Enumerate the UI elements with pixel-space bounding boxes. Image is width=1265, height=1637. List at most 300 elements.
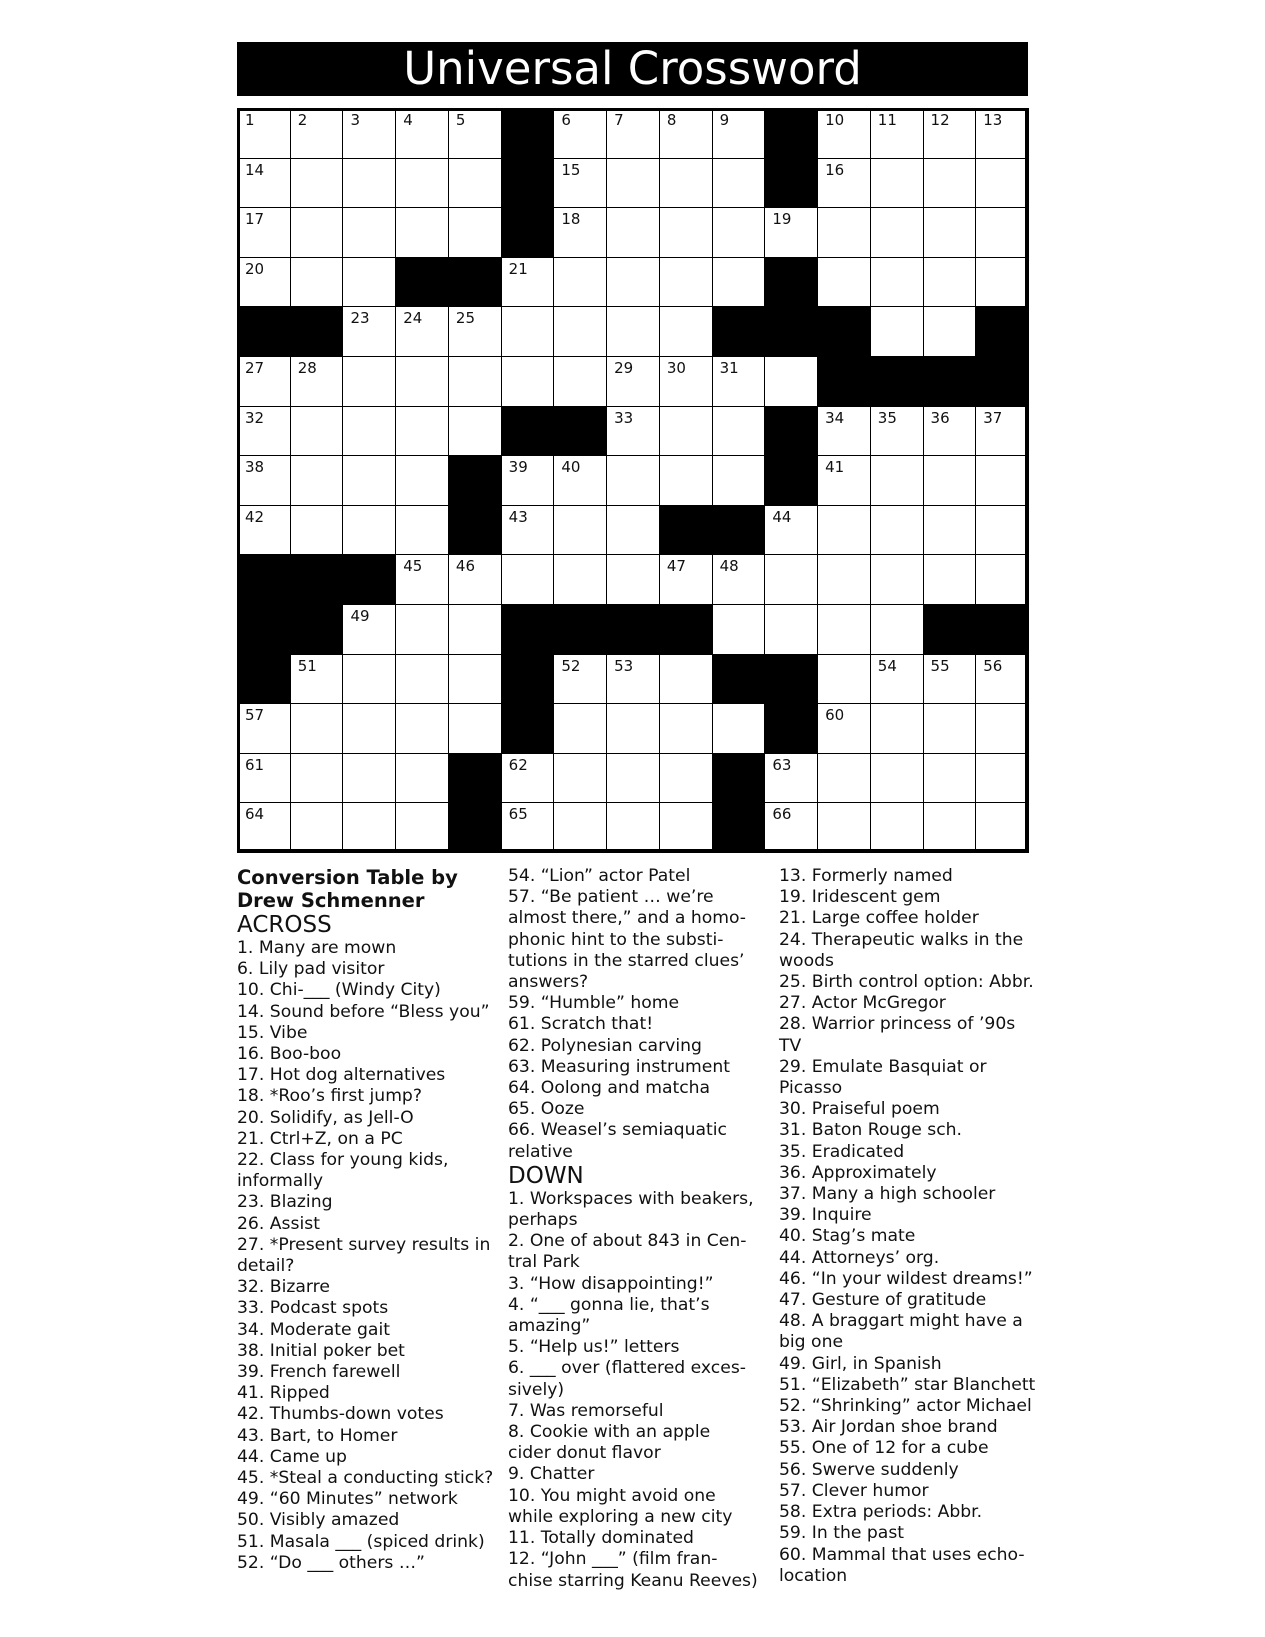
cell-number: 52 bbox=[561, 656, 581, 675]
cell-number: 24 bbox=[403, 309, 423, 328]
cell-number: 9 bbox=[719, 111, 730, 129]
clue-column-1 bbox=[237, 866, 499, 1574]
grid-cell[interactable] bbox=[975, 654, 1029, 705]
clue-line: 64. Oolong and matcha bbox=[508, 1078, 711, 1099]
grid-cell[interactable] bbox=[237, 505, 291, 556]
grid-cell[interactable] bbox=[237, 455, 291, 506]
cell-number: 49 bbox=[350, 607, 370, 625]
down-clue-list bbox=[779, 866, 1041, 1587]
clue-line: 4. “___ gonna lie, that’s bbox=[508, 1294, 710, 1315]
clue-line: 19. Iridescent gem bbox=[779, 887, 941, 908]
grid-cell[interactable] bbox=[764, 753, 818, 804]
clue-line: 57. Clever humor bbox=[779, 1480, 929, 1501]
grid-cell[interactable] bbox=[817, 554, 871, 605]
grid-cell[interactable] bbox=[290, 455, 344, 506]
grid-cell[interactable] bbox=[448, 158, 502, 209]
cell-number: 3 bbox=[350, 111, 360, 129]
grid-cell[interactable] bbox=[659, 703, 713, 754]
grid-cell[interactable] bbox=[395, 703, 449, 754]
grid-cell[interactable] bbox=[342, 306, 396, 357]
grid-cell[interactable] bbox=[501, 455, 555, 506]
grid-block bbox=[712, 306, 766, 357]
clue-line: 11. Totally dominated bbox=[508, 1528, 694, 1549]
grid-cell[interactable] bbox=[395, 604, 449, 655]
grid-cell[interactable] bbox=[342, 356, 396, 407]
grid-cell[interactable] bbox=[290, 207, 344, 258]
clue-line: 21. Ctrl+Z, on a PC bbox=[237, 1128, 403, 1149]
grid-cell[interactable] bbox=[290, 654, 344, 705]
grid-cell[interactable] bbox=[764, 207, 818, 258]
grid-block bbox=[342, 554, 396, 605]
grid-cell[interactable] bbox=[342, 505, 396, 556]
grid-cell[interactable] bbox=[712, 406, 766, 457]
clue-line: 6. Lily pad visitor bbox=[237, 959, 385, 980]
grid-cell[interactable] bbox=[659, 158, 713, 209]
grid-cell[interactable] bbox=[606, 554, 660, 605]
grid-block bbox=[501, 654, 555, 705]
grid-cell[interactable] bbox=[764, 554, 818, 605]
grid-cell[interactable] bbox=[237, 406, 291, 457]
cell-number: 37 bbox=[983, 408, 1003, 427]
clue-line: location bbox=[779, 1565, 848, 1586]
grid-cell[interactable] bbox=[395, 505, 449, 556]
clue-line: while exploring a new city bbox=[508, 1506, 733, 1527]
grid-cell[interactable] bbox=[553, 753, 607, 804]
grid-cell[interactable] bbox=[395, 406, 449, 457]
clue-line: 50. Visibly amazed bbox=[237, 1510, 400, 1531]
grid-cell[interactable] bbox=[923, 753, 977, 804]
grid-cell[interactable] bbox=[448, 207, 502, 258]
clue-line: 51. Masala ___ (spiced drink) bbox=[237, 1531, 485, 1552]
clue-line: 65. Ooze bbox=[508, 1099, 585, 1120]
grid-cell[interactable] bbox=[923, 158, 977, 209]
grid-cell[interactable] bbox=[606, 406, 660, 457]
clue-line: 10. Chi-___ (Windy City) bbox=[237, 980, 441, 1001]
clue-line: 2. One of about 843 in Cen- bbox=[508, 1231, 747, 1252]
cell-number: 56 bbox=[983, 656, 1003, 675]
grid-cell[interactable] bbox=[342, 753, 396, 804]
grid-cell[interactable] bbox=[501, 257, 555, 308]
grid-cell[interactable] bbox=[712, 455, 766, 506]
grid-cell[interactable] bbox=[764, 802, 818, 853]
grid-cell[interactable] bbox=[501, 356, 555, 407]
clue-line: 6. ___ over (flattered exces- bbox=[508, 1358, 746, 1379]
grid-cell[interactable] bbox=[870, 802, 924, 853]
grid-cell[interactable] bbox=[975, 108, 1029, 159]
grid-cell[interactable] bbox=[975, 554, 1029, 605]
cell-number: 35 bbox=[877, 408, 897, 427]
grid-cell[interactable] bbox=[975, 505, 1029, 556]
grid-cell[interactable] bbox=[870, 654, 924, 705]
grid-block bbox=[817, 356, 871, 407]
grid-cell[interactable] bbox=[975, 406, 1029, 457]
grid-block bbox=[975, 356, 1029, 407]
grid-cell[interactable] bbox=[237, 802, 291, 853]
cell-number: 21 bbox=[508, 259, 528, 278]
grid-cell[interactable] bbox=[290, 257, 344, 308]
grid-block bbox=[764, 455, 818, 506]
grid-cell[interactable] bbox=[395, 207, 449, 258]
grid-cell[interactable] bbox=[237, 257, 291, 308]
cell-number: 61 bbox=[245, 755, 265, 774]
grid-cell[interactable] bbox=[606, 356, 660, 407]
cell-number: 10 bbox=[825, 111, 845, 129]
grid-cell[interactable] bbox=[342, 802, 396, 853]
clue-line: 15. Vibe bbox=[237, 1022, 308, 1043]
grid-cell[interactable] bbox=[975, 703, 1029, 754]
clue-line: 39. Inquire bbox=[779, 1205, 872, 1226]
grid-cell[interactable] bbox=[395, 753, 449, 804]
crossword-grid[interactable] bbox=[237, 108, 1028, 852]
grid-cell[interactable] bbox=[923, 455, 977, 506]
grid-cell[interactable] bbox=[606, 654, 660, 705]
grid-cell[interactable] bbox=[712, 554, 766, 605]
grid-cell[interactable] bbox=[712, 604, 766, 655]
clue-line: 10. You might avoid one bbox=[508, 1485, 716, 1506]
grid-block bbox=[395, 257, 449, 308]
grid-cell[interactable] bbox=[975, 802, 1029, 853]
grid-cell[interactable] bbox=[659, 654, 713, 705]
clue-line: 49. “60 Minutes” network bbox=[237, 1489, 458, 1510]
grid-cell[interactable] bbox=[923, 207, 977, 258]
grid-cell[interactable] bbox=[290, 406, 344, 457]
clue-line: amazing” bbox=[508, 1316, 591, 1337]
grid-cell[interactable] bbox=[395, 356, 449, 407]
grid-cell[interactable] bbox=[606, 306, 660, 357]
grid-cell[interactable] bbox=[395, 654, 449, 705]
grid-cell[interactable] bbox=[923, 802, 977, 853]
grid-cell[interactable] bbox=[870, 505, 924, 556]
grid-block bbox=[448, 455, 502, 506]
clue-line: 7. Was remorseful bbox=[508, 1400, 664, 1421]
cell-number: 46 bbox=[455, 557, 476, 576]
grid-block bbox=[237, 654, 291, 705]
clue-line: TV bbox=[779, 1035, 802, 1056]
grid-cell[interactable] bbox=[553, 207, 607, 258]
grid-cell[interactable] bbox=[606, 455, 660, 506]
grid-cell[interactable] bbox=[870, 158, 924, 209]
grid-cell[interactable] bbox=[448, 306, 502, 357]
grid-cell[interactable] bbox=[342, 158, 396, 209]
grid-cell[interactable] bbox=[290, 108, 344, 159]
clue-line: cider donut flavor bbox=[508, 1443, 661, 1464]
grid-cell[interactable] bbox=[923, 257, 977, 308]
cell-number: 11 bbox=[877, 111, 897, 129]
grid-cell[interactable] bbox=[659, 207, 713, 258]
grid-cell[interactable] bbox=[975, 257, 1029, 308]
clue-line: Picasso bbox=[779, 1078, 843, 1099]
cell-number: 39 bbox=[508, 458, 528, 477]
clue-line: big one bbox=[779, 1332, 844, 1353]
cell-number: 48 bbox=[719, 557, 739, 576]
grid-block bbox=[448, 753, 502, 804]
grid-cell[interactable] bbox=[870, 753, 924, 804]
grid-cell[interactable] bbox=[501, 505, 555, 556]
grid-cell[interactable] bbox=[870, 554, 924, 605]
grid-cell[interactable] bbox=[448, 654, 502, 705]
cell-number: 19 bbox=[772, 210, 792, 229]
grid-cell[interactable] bbox=[237, 158, 291, 209]
grid-cell[interactable] bbox=[237, 108, 291, 159]
grid-cell[interactable] bbox=[817, 406, 871, 457]
grid-cell[interactable] bbox=[448, 554, 502, 605]
grid-block bbox=[764, 158, 818, 209]
clue-line: 46. “In your wildest dreams!” bbox=[779, 1268, 1033, 1289]
grid-cell[interactable] bbox=[659, 108, 713, 159]
grid-cell[interactable] bbox=[606, 505, 660, 556]
clue-line: 53. Air Jordan shoe brand bbox=[779, 1417, 998, 1438]
grid-cell[interactable] bbox=[817, 108, 871, 159]
grid-cell[interactable] bbox=[237, 703, 291, 754]
grid-block bbox=[553, 406, 607, 457]
clue-line: 12. “John ___” (film fran- bbox=[508, 1549, 718, 1570]
grid-block bbox=[764, 703, 818, 754]
grid-cell[interactable] bbox=[817, 158, 871, 209]
grid-cell[interactable] bbox=[923, 703, 977, 754]
grid-block bbox=[764, 654, 818, 705]
grid-cell[interactable] bbox=[448, 356, 502, 407]
grid-cell[interactable] bbox=[817, 703, 871, 754]
clue-line: 42. Thumbs-down votes bbox=[237, 1404, 444, 1425]
grid-cell[interactable] bbox=[659, 306, 713, 357]
grid-cell[interactable] bbox=[501, 802, 555, 853]
grid-cell[interactable] bbox=[712, 257, 766, 308]
grid-cell[interactable] bbox=[870, 207, 924, 258]
grid-cell[interactable] bbox=[342, 654, 396, 705]
grid-block bbox=[659, 505, 713, 556]
grid-cell[interactable] bbox=[448, 406, 502, 457]
grid-cell[interactable] bbox=[975, 158, 1029, 209]
grid-cell[interactable] bbox=[817, 604, 871, 655]
grid-cell[interactable] bbox=[817, 753, 871, 804]
grid-cell[interactable] bbox=[553, 306, 607, 357]
grid-cell[interactable] bbox=[342, 406, 396, 457]
grid-cell[interactable] bbox=[975, 207, 1029, 258]
grid-cell[interactable] bbox=[764, 356, 818, 407]
grid-cell[interactable] bbox=[553, 505, 607, 556]
grid-cell[interactable] bbox=[553, 654, 607, 705]
grid-block bbox=[501, 604, 555, 655]
cell-number: 30 bbox=[666, 359, 686, 377]
clue-line: 27. Actor McGregor bbox=[779, 993, 946, 1014]
grid-cell[interactable] bbox=[395, 108, 449, 159]
grid-cell[interactable] bbox=[975, 455, 1029, 506]
cell-number: 40 bbox=[561, 458, 581, 477]
grid-cell[interactable] bbox=[923, 654, 977, 705]
cell-number: 20 bbox=[245, 259, 265, 278]
clue-line: 44. Attorneys’ org. bbox=[779, 1247, 940, 1268]
grid-cell[interactable] bbox=[553, 703, 607, 754]
clue-line: 56. Swerve suddenly bbox=[779, 1459, 959, 1480]
cell-number: 57 bbox=[245, 706, 265, 725]
grid-cell[interactable] bbox=[870, 604, 924, 655]
cell-number: 14 bbox=[245, 160, 265, 179]
grid-cell[interactable] bbox=[237, 207, 291, 258]
grid-block bbox=[606, 604, 660, 655]
clue-line: 55. One of 12 for a cube bbox=[779, 1438, 989, 1459]
grid-cell[interactable] bbox=[395, 554, 449, 605]
grid-cell[interactable] bbox=[923, 554, 977, 605]
cell-number: 42 bbox=[245, 507, 265, 526]
cell-number: 43 bbox=[508, 507, 528, 526]
grid-cell[interactable] bbox=[290, 356, 344, 407]
grid-cell[interactable] bbox=[606, 703, 660, 754]
grid-cell[interactable] bbox=[606, 753, 660, 804]
grid-cell[interactable] bbox=[448, 703, 502, 754]
grid-cell[interactable] bbox=[923, 406, 977, 457]
clue-line: 47. Gesture of gratitude bbox=[779, 1290, 987, 1311]
grid-cell[interactable] bbox=[659, 554, 713, 605]
grid-cell[interactable] bbox=[712, 356, 766, 407]
grid-block bbox=[237, 554, 291, 605]
clue-line: 52. “Shrinking” actor Michael bbox=[779, 1396, 1032, 1417]
clue-line: chise starring Keanu Reeves) bbox=[508, 1570, 758, 1591]
cell-number: 47 bbox=[666, 557, 686, 576]
grid-cell[interactable] bbox=[342, 257, 396, 308]
grid-cell[interactable] bbox=[553, 455, 607, 506]
grid-cell[interactable] bbox=[237, 753, 291, 804]
grid-cell[interactable] bbox=[659, 257, 713, 308]
grid-block bbox=[975, 306, 1029, 357]
clue-line: 38. Initial poker bet bbox=[237, 1340, 405, 1361]
grid-cell[interactable] bbox=[870, 108, 924, 159]
grid-cell[interactable] bbox=[712, 158, 766, 209]
clue-line: 59. In the past bbox=[779, 1523, 905, 1544]
grid-cell[interactable] bbox=[712, 108, 766, 159]
cell-number: 41 bbox=[825, 458, 845, 477]
grid-cell[interactable] bbox=[659, 455, 713, 506]
grid-block bbox=[501, 207, 555, 258]
cell-number: 29 bbox=[614, 359, 634, 377]
grid-cell[interactable] bbox=[712, 703, 766, 754]
grid-cell[interactable] bbox=[659, 406, 713, 457]
grid-cell[interactable] bbox=[817, 207, 871, 258]
grid-cell[interactable] bbox=[975, 753, 1029, 804]
grid-cell[interactable] bbox=[659, 753, 713, 804]
clue-line: 27. *Present survey results in bbox=[237, 1234, 491, 1255]
cell-number: 8 bbox=[666, 111, 677, 129]
grid-cell[interactable] bbox=[870, 406, 924, 457]
grid-block bbox=[712, 505, 766, 556]
grid-cell[interactable] bbox=[290, 158, 344, 209]
clue-line: relative bbox=[508, 1141, 573, 1162]
grid-block bbox=[501, 158, 555, 209]
clue-line: 21. Large coffee holder bbox=[779, 908, 979, 929]
cell-number: 17 bbox=[245, 210, 265, 229]
grid-cell[interactable] bbox=[606, 108, 660, 159]
grid-cell[interactable] bbox=[923, 108, 977, 159]
grid-cell[interactable] bbox=[606, 802, 660, 853]
grid-cell[interactable] bbox=[342, 108, 396, 159]
grid-block bbox=[764, 406, 818, 457]
grid-cell[interactable] bbox=[237, 356, 291, 407]
grid-cell[interactable] bbox=[870, 257, 924, 308]
grid-cell[interactable] bbox=[817, 654, 871, 705]
grid-cell[interactable] bbox=[553, 108, 607, 159]
clue-line: 22. Class for young kids, bbox=[237, 1150, 449, 1171]
grid-cell[interactable] bbox=[553, 158, 607, 209]
clue-line: 23. Blazing bbox=[237, 1192, 333, 1213]
grid-block bbox=[448, 505, 502, 556]
grid-cell[interactable] bbox=[553, 257, 607, 308]
clue-line: 39. French farewell bbox=[237, 1362, 401, 1383]
grid-cell[interactable] bbox=[395, 306, 449, 357]
clue-line: perhaps bbox=[508, 1210, 578, 1231]
grid-cell[interactable] bbox=[395, 158, 449, 209]
grid-cell[interactable] bbox=[342, 703, 396, 754]
grid-cell[interactable] bbox=[448, 108, 502, 159]
grid-cell[interactable] bbox=[764, 505, 818, 556]
grid-cell[interactable] bbox=[606, 158, 660, 209]
clue-line: 3. “How disappointing!” bbox=[508, 1273, 714, 1294]
cell-number: 45 bbox=[403, 557, 423, 576]
grid-block bbox=[923, 356, 977, 407]
grid-cell[interactable] bbox=[606, 257, 660, 308]
grid-cell[interactable] bbox=[342, 207, 396, 258]
cell-number: 34 bbox=[825, 408, 845, 427]
grid-block bbox=[712, 753, 766, 804]
grid-cell[interactable] bbox=[501, 306, 555, 357]
grid-cell[interactable] bbox=[712, 207, 766, 258]
grid-block bbox=[712, 654, 766, 705]
grid-cell[interactable] bbox=[342, 604, 396, 655]
grid-block bbox=[448, 257, 502, 308]
grid-cell[interactable] bbox=[290, 753, 344, 804]
grid-cell[interactable] bbox=[290, 802, 344, 853]
grid-cell[interactable] bbox=[923, 306, 977, 357]
grid-cell[interactable] bbox=[870, 703, 924, 754]
grid-cell[interactable] bbox=[448, 604, 502, 655]
grid-cell[interactable] bbox=[817, 257, 871, 308]
clue-line: 66. Weasel’s semiaquatic bbox=[508, 1120, 727, 1141]
clue-line: informally bbox=[237, 1171, 323, 1192]
grid-cell[interactable] bbox=[659, 802, 713, 853]
cell-number: 27 bbox=[245, 359, 265, 377]
grid-cell[interactable] bbox=[870, 306, 924, 357]
grid-cell[interactable] bbox=[395, 802, 449, 853]
grid-cell[interactable] bbox=[501, 554, 555, 605]
down-heading: DOWN bbox=[508, 1162, 584, 1189]
grid-cell[interactable] bbox=[659, 356, 713, 407]
grid-cell[interactable] bbox=[290, 505, 344, 556]
clue-line: 32. Bizarre bbox=[237, 1277, 330, 1298]
grid-cell[interactable] bbox=[342, 455, 396, 506]
cell-number: 7 bbox=[614, 111, 624, 129]
clue-line: 62. Polynesian carving bbox=[508, 1035, 702, 1056]
cell-number: 62 bbox=[508, 755, 528, 774]
grid-cell[interactable] bbox=[817, 802, 871, 853]
grid-cell[interactable] bbox=[923, 505, 977, 556]
grid-block bbox=[659, 604, 713, 655]
grid-cell[interactable] bbox=[501, 753, 555, 804]
grid-cell[interactable] bbox=[553, 356, 607, 407]
clue-line: 1. Workspaces with beakers, bbox=[508, 1188, 754, 1209]
grid-cell[interactable] bbox=[870, 455, 924, 506]
clue-line: 13. Formerly named bbox=[779, 866, 953, 886]
clue-line: woods bbox=[779, 950, 834, 971]
grid-cell[interactable] bbox=[290, 703, 344, 754]
grid-cell[interactable] bbox=[553, 554, 607, 605]
grid-cell[interactable] bbox=[764, 604, 818, 655]
clue-line: 34. Moderate gait bbox=[237, 1319, 390, 1340]
grid-cell[interactable] bbox=[606, 207, 660, 258]
clue-line: 20. Solidify, as Jell-O bbox=[237, 1107, 414, 1128]
grid-cell[interactable] bbox=[817, 505, 871, 556]
grid-cell[interactable] bbox=[395, 455, 449, 506]
grid-cell[interactable] bbox=[553, 802, 607, 853]
grid-cell[interactable] bbox=[817, 455, 871, 506]
clue-line: 49. Girl, in Spanish bbox=[779, 1353, 942, 1374]
